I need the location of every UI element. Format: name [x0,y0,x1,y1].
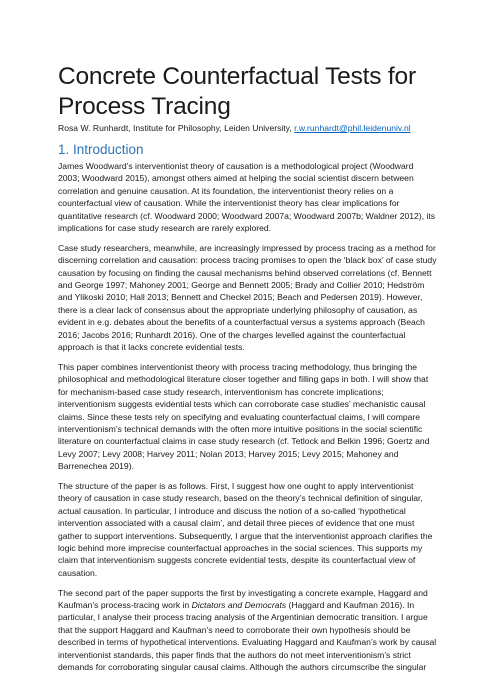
paragraph-3: This paper combines interventionist theory with process tracing methodology, thus bringing the philosophical and methodological literature closer together and filling gaps in both. I will show that for mechanism-based case study research, interventionism has concrete implications; interventionism suggests evidential tests which can corroborate case studies’ mechanistic causal claims. Since these tests rely on specifying and evaluating counterfactual claims, I will compare interventionism’s technical demands with the often more intuitive positions in the social scientific literature on counterfactual claims in case study research (cf. Tetlock and Belkin 1996; Goertz and Levy 2007; Levy 2008; Harvey 2011; Nolan 2013; Harvey 2015; Levy 2015; Mahoney and Barrenechea 2019). [58,361,430,472]
author-email-link[interactable]: r.w.runhardt@phil.leidenuniv.nl [294,123,411,133]
paragraph-4: The structure of the paper is as follows. First, I suggest how one ought to apply interventionist theory of causation in case study research, based on the theory’s technical definition of singular, actual causation. In particular, I introduce and discuss the notion of a so-called ‘hypothetical intervention associated with a causal claim’, and detail three pieces of evidence that one must gather to support interventions. Subsequently, I argue that the interventionist approach clarifies the logic behind more imprecise counterfactual approaches in the social sciences. This supports my claim that interventionism suggests concrete evidential tests, despite its counterfactual view of causation. [58,480,433,578]
paragraph-1: James Woodward’s interventionist theory of causation is a methodological project (Woodward 2003; Woodward 2015), amongst others aimed at helping the social scientist discern between correlation and genuine causation. At its foundation, the interventionist theory relies on a counterfactual view of causation. While the interventionist theory has clear implications for quantitative research (cf. Woodward 2000; Woodward 2007a; Woodward 2007b; Waldner 2012), its implications for case study research are rarely explored. [58,161,436,234]
paper-title: Concrete Counterfactual Tests for Process Tracing [58,63,416,120]
paragraph-5-text-b: (Haggard and Kaufman 2016). In particular, I analyse their process tracing analysis of the Argentinian democratic transition. I argue that the support Haggard and Kaufman’s need to corroborate their own hypothesis should be described in terms of hypothetical interventions. Evaluating Haggard and Kaufman’s work by causal interventionist standards, this paper finds that the authors do not meet interventionism’s strict demands for corroborating singular causal claims. Although the authors circumscribe the singular [58,599,437,672]
paragraph-2: Case study researchers, meanwhile, are increasingly impressed by process tracing as a method for discerning correlation and causation: process tracing promises to open the ‘black box’ of case study causation by focusing on finding the causal mechanisms behind observed correlations (cf. Bennett and George 1997; Mahoney 2001; George and Bennett 2005; Brady and Collier 2010; Hedström and Ylikoski 2010; Hall 2013; Bennett and Checkel 2015; Beach and Pedersen 2019). However, there is a clear lack of consensus about the appropriate underlying philosophy of causation, as evident in e.g. debates about the benefits of a counterfactual versus a systems approach (Beach 2016; Jacobs 2016; Runhardt 2016). One of the charges levelled against the counterfactual approach is that it lacks concrete evidential tests. [58,242,437,353]
author-line: Rosa W. Runhardt, Institute for Philosophy, Leiden University, [58,123,292,133]
section-heading-introduction: 1. Introduction [58,142,144,157]
author-affiliation [58,122,437,134]
book-title-italic: Dictators and Democrats [191,599,287,610]
paragraph-5 [58,587,437,674]
paragraph-5-text-a: The second part of the paper supports the first by investigating a concrete example, Haggard and Kaufman’s process-tracing work in [58,587,428,610]
